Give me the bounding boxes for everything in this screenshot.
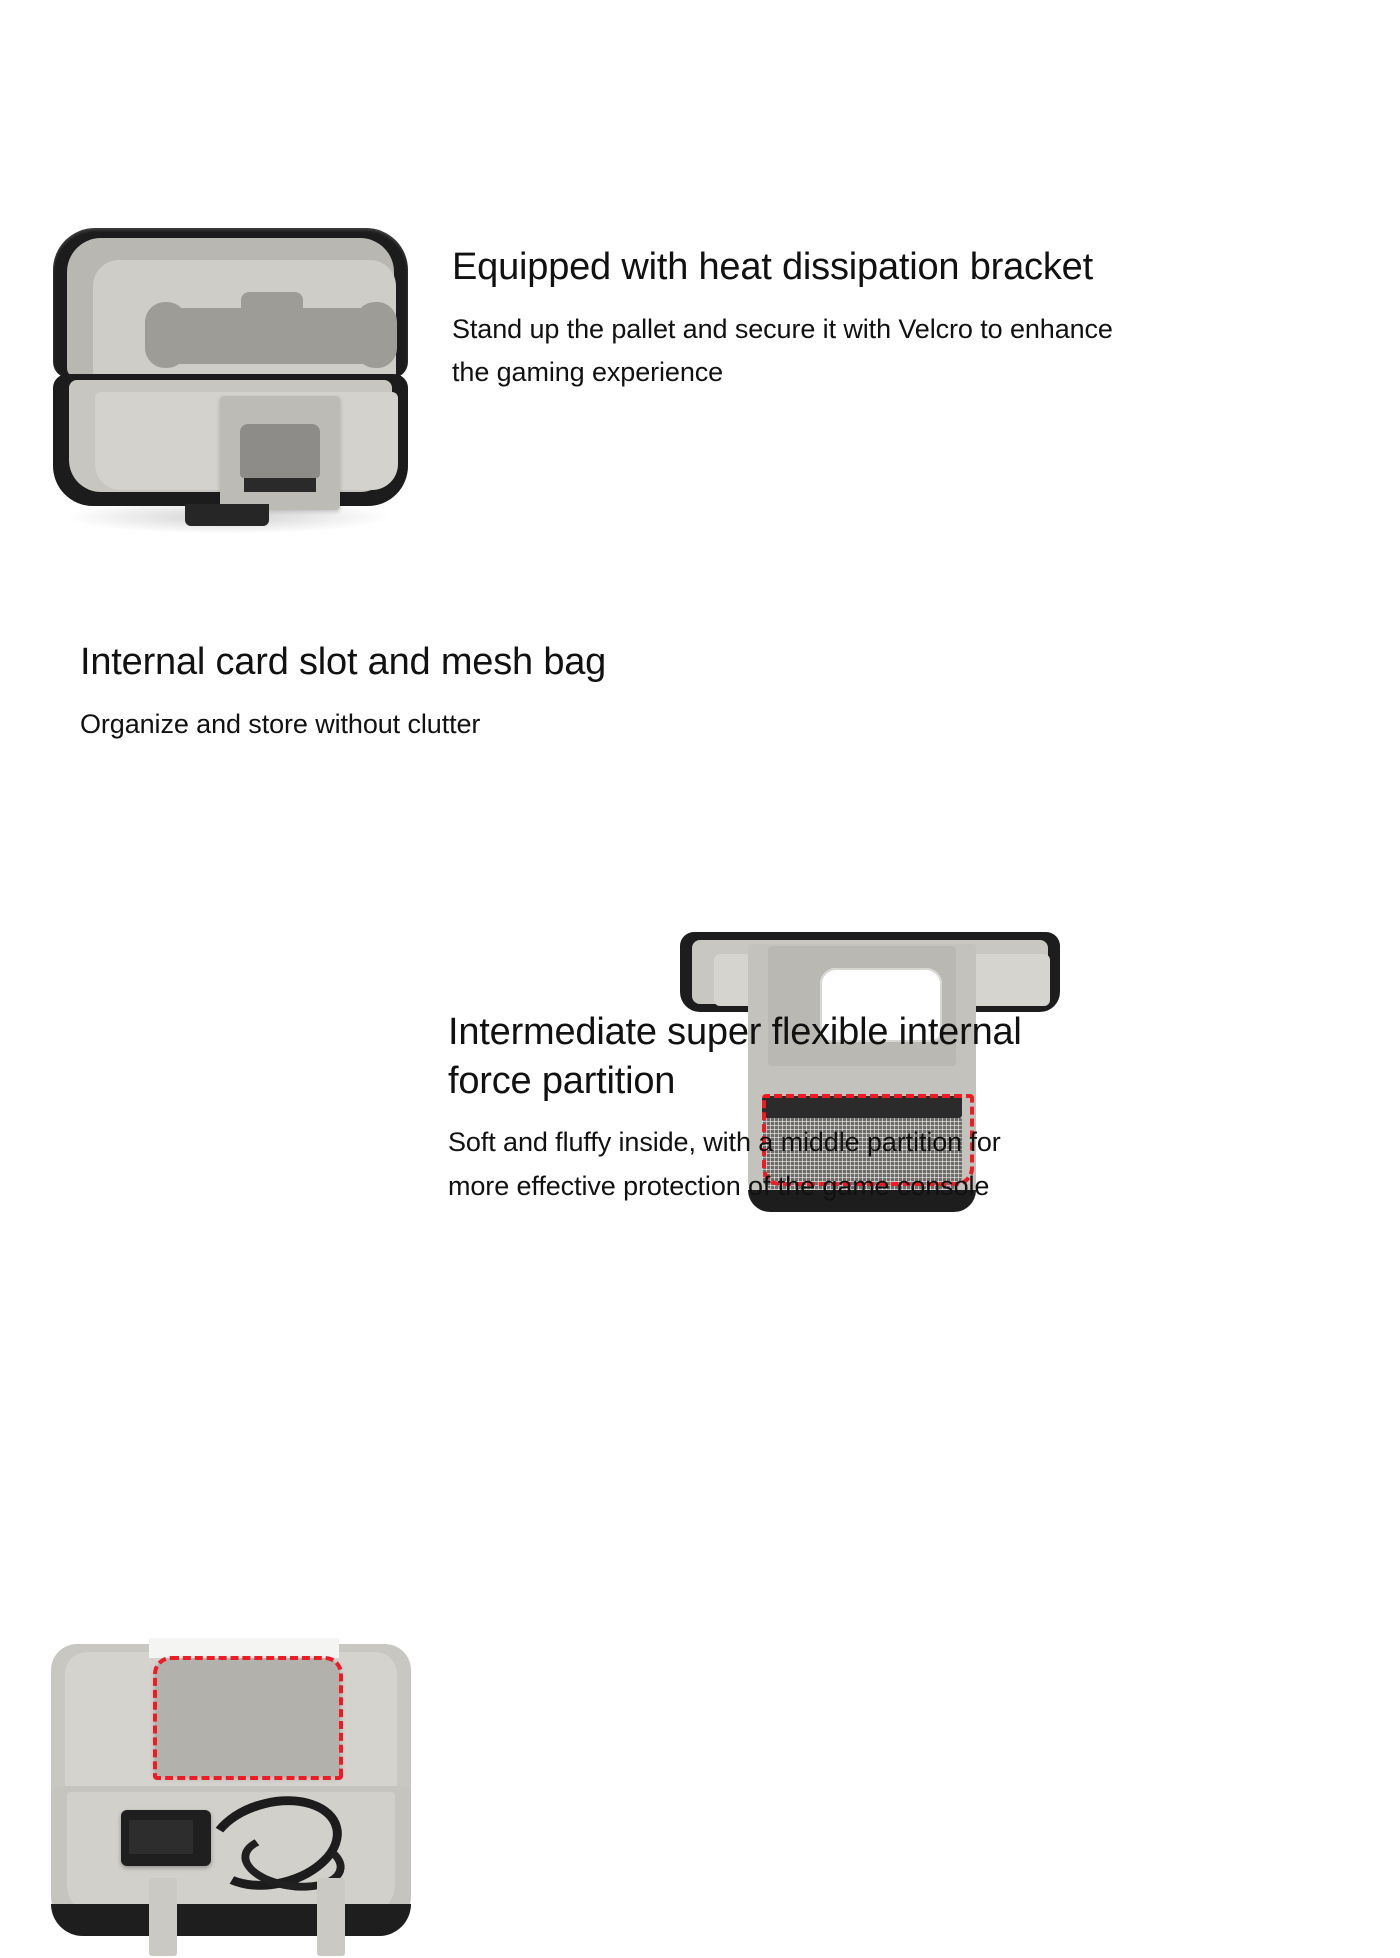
heat-dissipation-bracket: [220, 396, 340, 510]
feature-3-title: Intermediate super flexible internal force partition: [448, 1011, 1022, 1102]
feature-1-image: [45, 222, 420, 552]
case-base: [53, 374, 408, 506]
power-adapter: [121, 1810, 211, 1866]
elastic-strap-left: [149, 1878, 177, 1956]
feature-1-text: [452, 243, 1142, 395]
case-base-foam: [95, 392, 398, 490]
feature-3-image: [45, 1638, 420, 1958]
background-highlight-strip: [149, 1638, 339, 1658]
controller-cutout: [171, 308, 371, 364]
elastic-strap-right: [317, 1878, 345, 1956]
feature-2-text: [80, 638, 640, 746]
feature-1-title: Equipped with heat dissipation bracket: [452, 246, 1093, 288]
feature-2-description: Organize and store without clutter: [80, 708, 481, 739]
case-lid: [53, 228, 408, 378]
controller-cutout-tab: [241, 292, 303, 314]
internal-force-partition: [155, 1658, 340, 1776]
feature-3-text: [448, 1008, 1048, 1209]
bracket-cutout: [240, 424, 320, 478]
case-handle-strap: [185, 504, 269, 526]
feature-3-description: Soft and fluffy inside, with a middle partition for more effective protection of the game console: [448, 1127, 1001, 1201]
feature-2-title: Internal card slot and mesh bag: [80, 641, 607, 683]
feature-1-description: Stand up the pallet and secure it with Velcro to enhance the gaming experience: [452, 313, 1113, 388]
case-base-liner: [69, 380, 392, 492]
case-lid-foam: [93, 260, 396, 384]
power-adapter-label: [129, 1820, 193, 1854]
case-lid-liner: [67, 238, 394, 378]
